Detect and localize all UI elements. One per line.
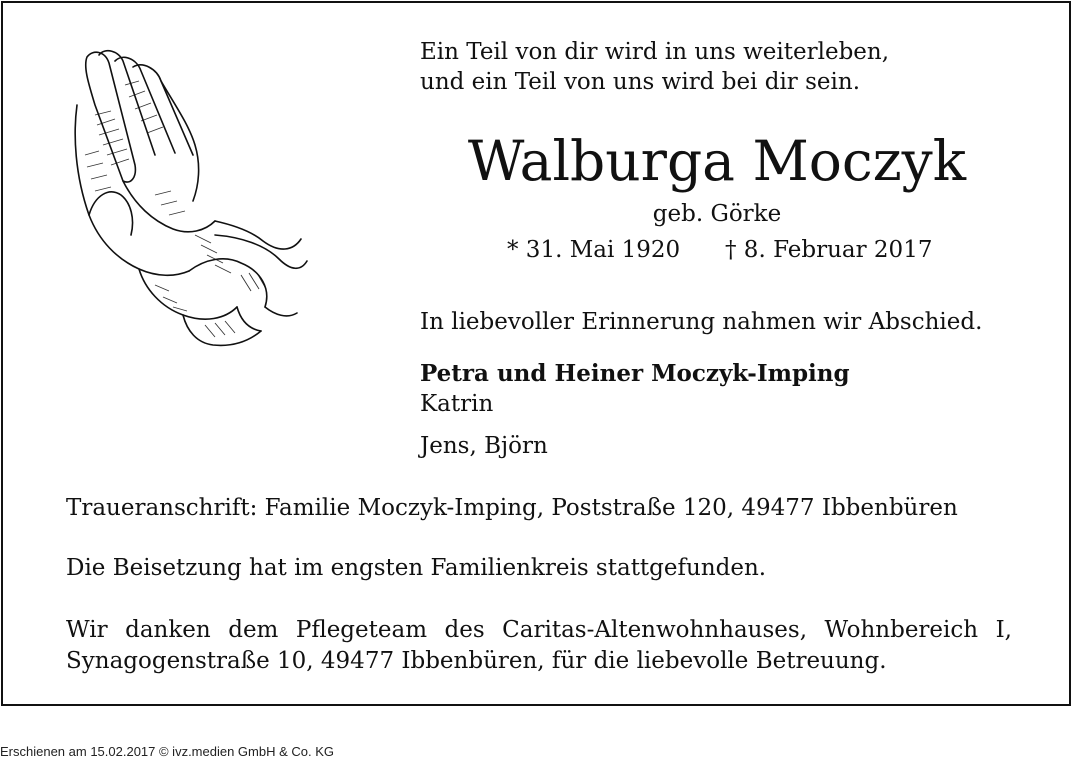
publication-footer: Erschienen am 15.02.2017 © ivz.medien GmbH & Co. KG	[0, 744, 335, 759]
farewell-text: In liebevoller Erinnerung nahmen wir Abschied.	[420, 309, 983, 335]
burial-note: Die Beisetzung hat im engsten Familienkreis stattgefunden.	[66, 555, 767, 581]
thanks-line-1: Wir danken dem Pflegeteam des Caritas-Altenwohnhauses, Wohnbereich I,	[66, 617, 1012, 643]
mourners-block	[420, 359, 850, 419]
verse-line-2: und ein Teil von uns wird bei dir sein.	[420, 69, 860, 95]
verse-line-1: Ein Teil von dir wird in uns weiterleben,	[420, 39, 890, 65]
mourners-secondary: Katrin	[420, 391, 494, 417]
thanks-paragraph	[66, 615, 1012, 677]
mourners-others: Jens, Björn	[420, 433, 548, 459]
death-date: † 8. Februar 2017	[725, 237, 933, 263]
thanks-line-2: Synagogenstraße 10, 49477 Ibbenbüren, für die liebevolle Betreuung.	[66, 648, 887, 674]
mourning-address: Traueranschrift: Familie Moczyk-Imping, Poststraße 120, 49477 Ibbenbüren	[66, 495, 958, 521]
mourners-primary: Petra und Heiner Moczyk-Imping	[420, 360, 850, 387]
praying-hands-icon	[65, 45, 313, 355]
memorial-verse	[420, 37, 889, 97]
birth-date: * 31. Mai 1920	[507, 237, 681, 263]
obituary-frame	[1, 1, 1071, 706]
maiden-name: geb. Görke	[652, 201, 782, 227]
deceased-name: Walburga Moczyk	[467, 129, 967, 193]
